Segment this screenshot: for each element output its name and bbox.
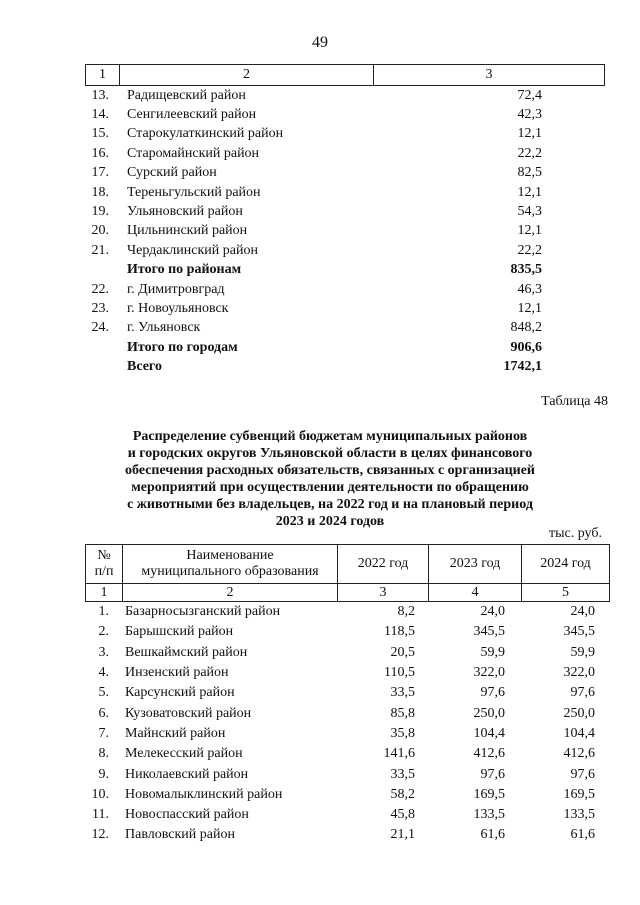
value-2023: 97,6 xyxy=(480,685,505,701)
row-number: 17. xyxy=(91,165,109,181)
colnum: 5 xyxy=(562,584,569,600)
value-2023: 250,0 xyxy=(473,705,505,721)
table-label: Таблица 48 xyxy=(541,394,608,409)
title-line: 2023 и 2024 годов xyxy=(275,514,385,529)
value-2022: 8,2 xyxy=(397,604,415,620)
value-2022: 33,5 xyxy=(390,766,415,782)
table2-header xyxy=(85,544,610,584)
table-row xyxy=(85,703,610,723)
table-row xyxy=(85,144,605,163)
row-number: 6. xyxy=(98,705,109,721)
row-value: 46,3 xyxy=(517,281,542,297)
value-2024: 133,5 xyxy=(563,807,595,823)
row-number: 18. xyxy=(91,184,109,200)
table1-header-col3: 3 xyxy=(485,67,493,82)
value-2023: 59,9 xyxy=(480,644,505,660)
row-number: 4. xyxy=(98,665,109,681)
table-row xyxy=(85,105,605,124)
row-name: Сенгилеевский район xyxy=(127,107,257,123)
row-name: Базарносызганский район xyxy=(125,604,281,620)
value-2024: 97,6 xyxy=(570,766,595,782)
title-line: обеспечения расходных обязательств, связанных с организацией xyxy=(125,463,535,478)
row-name: Павловский район xyxy=(125,827,235,843)
value-2024: 61,6 xyxy=(570,827,595,843)
row-name: Ульяновский район xyxy=(127,204,243,220)
value-2022: 45,8 xyxy=(390,807,415,823)
row-name: Барышский район xyxy=(125,624,234,640)
value-2022: 20,5 xyxy=(390,644,415,660)
value-2023: 169,5 xyxy=(473,786,505,802)
value-2024: 169,5 xyxy=(563,786,595,802)
row-name: Инзенский район xyxy=(125,665,229,681)
row-number: 8. xyxy=(98,746,109,762)
value-2024: 322,0 xyxy=(563,665,595,681)
row-name: г. Ульяновск xyxy=(127,320,201,336)
table-title xyxy=(80,428,580,530)
value-2022: 33,5 xyxy=(390,685,415,701)
row-name: Чердаклинский район xyxy=(127,242,258,258)
row-name: Николаевский район xyxy=(125,766,249,782)
row-name: г. Новоульяновск xyxy=(127,300,229,316)
table-row xyxy=(85,261,605,280)
value-2024: 59,9 xyxy=(570,644,595,660)
header-2023: 2023 год xyxy=(429,545,522,583)
value-2022: 85,8 xyxy=(390,705,415,721)
table1-header-col2: 2 xyxy=(120,65,374,85)
table-row xyxy=(85,338,605,357)
header-2022: 2022 год xyxy=(338,545,429,583)
value-2023: 133,5 xyxy=(473,807,505,823)
table-row xyxy=(85,222,605,241)
header-number: № п/п xyxy=(86,545,123,583)
row-number: 9. xyxy=(98,766,109,782)
row-number: 11. xyxy=(92,807,109,823)
row-value: 12,1 xyxy=(517,223,542,239)
table-row xyxy=(85,724,610,744)
table-row xyxy=(85,125,605,144)
table-row xyxy=(85,805,610,825)
table-row xyxy=(85,183,605,202)
table1-body xyxy=(85,86,605,377)
row-number: 24. xyxy=(91,320,109,336)
value-2022: 58,2 xyxy=(390,786,415,802)
row-name: г. Димитровград xyxy=(127,281,225,297)
table-row xyxy=(85,663,610,683)
value-2023: 412,6 xyxy=(473,746,505,762)
row-value: 12,1 xyxy=(517,184,542,200)
row-number: 10. xyxy=(91,786,109,802)
table-row xyxy=(85,764,610,784)
table-row xyxy=(85,299,605,318)
table-row xyxy=(85,319,605,338)
table-continuation xyxy=(85,64,605,377)
value-2024: 345,5 xyxy=(563,624,595,640)
row-number: 3. xyxy=(98,644,109,660)
row-number: 21. xyxy=(91,242,109,258)
row-value: 22,2 xyxy=(517,145,542,161)
value-2023: 24,0 xyxy=(480,604,505,620)
table-row xyxy=(85,602,610,622)
header-municipality: Наименование муниципального образования xyxy=(123,545,338,583)
table-row xyxy=(85,622,610,642)
value-2023: 345,5 xyxy=(473,624,505,640)
row-value: 12,1 xyxy=(517,300,542,316)
value-2022: 118,5 xyxy=(384,624,415,640)
row-value: 848,2 xyxy=(510,320,542,336)
row-number: 23. xyxy=(91,300,109,316)
row-value: 22,2 xyxy=(517,242,542,258)
table-row xyxy=(85,683,610,703)
colnum: 1 xyxy=(86,584,123,601)
row-number: 13. xyxy=(91,87,109,103)
row-name: Новомалыклинский район xyxy=(125,786,283,802)
header-2024: 2024 год xyxy=(540,556,591,571)
title-line: и городских округов Ульяновской области в целях финансового xyxy=(127,446,533,461)
title-line: с животными без владельцев, на 2022 год и на плановый период xyxy=(127,497,533,512)
row-value: 54,3 xyxy=(517,204,542,220)
row-name: Итого по районам xyxy=(127,262,242,278)
table-row xyxy=(85,164,605,183)
row-value: 42,3 xyxy=(517,107,542,123)
units-label: тыс. руб. xyxy=(549,526,602,541)
table-row xyxy=(85,357,605,376)
colnum: 2 xyxy=(123,584,338,601)
row-name: Вешкаймский район xyxy=(125,644,248,660)
row-name: Майнский район xyxy=(125,725,226,741)
row-value: 82,5 xyxy=(517,165,542,181)
row-number: 12. xyxy=(91,827,109,843)
value-2022: 35,8 xyxy=(390,725,415,741)
row-name: Карсунский район xyxy=(125,685,235,701)
row-number: 19. xyxy=(91,204,109,220)
table-row xyxy=(85,86,605,105)
title-line: мероприятий при осуществлении деятельности по обращению xyxy=(131,480,529,495)
value-2024: 250,0 xyxy=(563,705,595,721)
row-number: 15. xyxy=(91,126,109,142)
table1-header xyxy=(85,64,605,86)
value-2023: 322,0 xyxy=(473,665,505,681)
table-row xyxy=(85,643,610,663)
row-number: 20. xyxy=(91,223,109,239)
row-name: Тереньгульский район xyxy=(127,184,261,200)
row-name: Старомайнский район xyxy=(127,145,260,161)
table-row xyxy=(85,202,605,221)
value-2024: 412,6 xyxy=(563,746,595,762)
title-line: Распределение субвенций бюджетам муниципальных районов xyxy=(132,429,528,444)
row-name: Мелекесский район xyxy=(125,746,243,762)
colnum: 4 xyxy=(429,584,522,601)
row-name: Цильнинский район xyxy=(127,223,248,239)
row-number: 7. xyxy=(98,725,109,741)
table-row xyxy=(85,785,610,805)
page-number: 49 xyxy=(312,34,328,51)
value-2023: 61,6 xyxy=(480,827,505,843)
row-name: Сурский район xyxy=(127,165,217,181)
table-row xyxy=(85,241,605,260)
row-value: 835,5 xyxy=(510,262,542,278)
row-name: Итого по городам xyxy=(127,339,238,355)
row-name: Радищевский район xyxy=(127,87,246,103)
row-name: Новоспасский район xyxy=(125,807,249,823)
row-name: Старокулаткинский район xyxy=(127,126,284,142)
row-value: 72,4 xyxy=(517,87,542,103)
value-2024: 104,4 xyxy=(563,725,595,741)
row-number: 5. xyxy=(98,685,109,701)
value-2022: 110,5 xyxy=(384,665,415,681)
colnum: 3 xyxy=(338,584,429,601)
table-row xyxy=(85,744,610,764)
row-value: 12,1 xyxy=(517,126,542,142)
value-2023: 104,4 xyxy=(473,725,505,741)
row-value: 1742,1 xyxy=(503,359,542,375)
row-number: 2. xyxy=(98,624,109,640)
value-2023: 97,6 xyxy=(480,766,505,782)
table-row xyxy=(85,825,610,845)
subvention-table xyxy=(85,544,610,846)
row-number: 22. xyxy=(91,281,109,297)
value-2024: 97,6 xyxy=(570,685,595,701)
row-value: 906,6 xyxy=(510,339,542,355)
row-name: Всего xyxy=(127,359,162,375)
table2-column-numbers xyxy=(85,584,610,602)
value-2024: 24,0 xyxy=(570,604,595,620)
table2-body xyxy=(85,602,610,846)
value-2022: 21,1 xyxy=(390,827,415,843)
row-name: Кузоватовский район xyxy=(125,705,252,721)
value-2022: 141,6 xyxy=(383,746,415,762)
row-number: 16. xyxy=(91,145,109,161)
row-number: 1. xyxy=(98,604,109,620)
table1-header-col1: 1 xyxy=(86,65,120,85)
table-row xyxy=(85,280,605,299)
row-number: 14. xyxy=(91,107,109,123)
